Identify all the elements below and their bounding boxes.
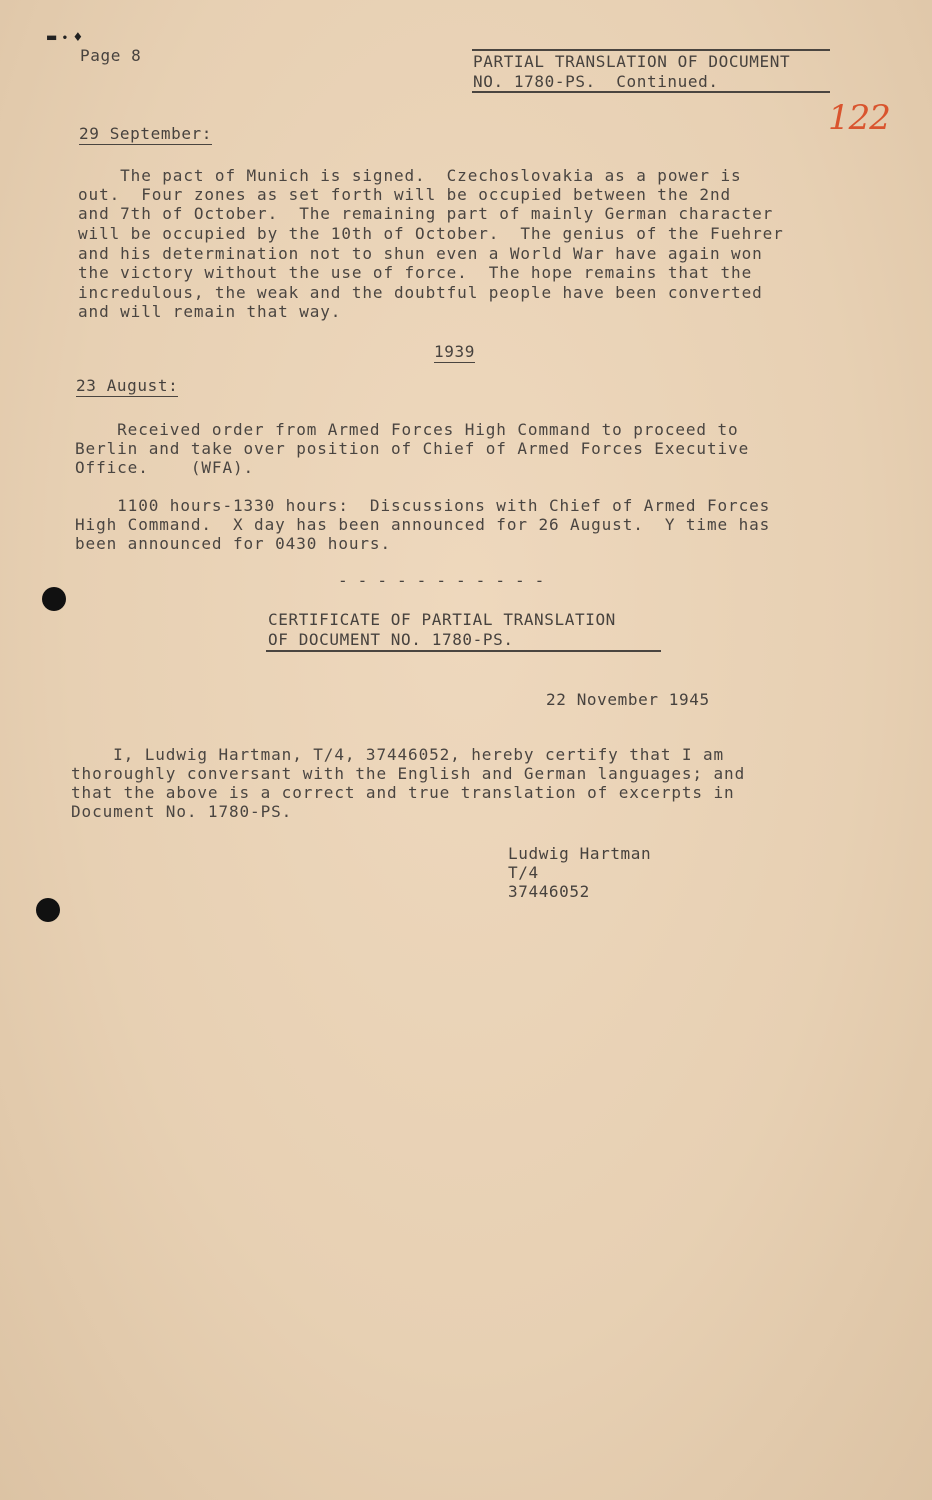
paragraph-line: and will remain that way.	[78, 302, 342, 321]
certificate-line: Document No. 1780-PS.	[71, 802, 293, 821]
certificate-line: thoroughly conversant with the English and German languages; and	[71, 764, 746, 783]
signature-serial: 37446052	[508, 882, 590, 901]
paragraph-line: Received order from Armed Forces High Command to proceed to	[75, 420, 739, 439]
paragraph-line: 1100 hours-1330 hours: Discussions with Chief of Armed Forces	[75, 496, 771, 515]
certificate-date: 22 November 1945	[546, 690, 710, 709]
paragraph-line: Office. (WFA).	[75, 458, 255, 477]
paragraph-line: the victory without the use of force. The hope remains that the	[78, 263, 753, 282]
entry-date-29-september: 29 September:	[79, 124, 213, 143]
title-underline	[472, 49, 830, 51]
certificate-title-line2: OF DOCUMENT NO. 1780-PS.	[268, 630, 514, 649]
punch-hole	[42, 587, 66, 611]
certificate-title-underline	[266, 650, 661, 652]
section-separator: - - - - - - - - - - -	[338, 571, 545, 590]
signature-rank: T/4	[508, 863, 539, 882]
paragraph-line: and 7th of October. The remaining part of mainly German character	[78, 204, 774, 223]
paragraph-line: Berlin and take over position of Chief of Armed Forces Executive	[75, 439, 750, 458]
paragraph-line: been announced for 0430 hours.	[75, 534, 391, 553]
year-heading: 1939	[434, 342, 475, 361]
paragraph-line: and his determination not to shun even a World War have again won	[78, 244, 763, 263]
title-underline-2	[472, 91, 830, 93]
entry-date-23-august: 23 August:	[76, 376, 179, 395]
paragraph-line: incredulous, the weak and the doubtful people have been converted	[78, 283, 763, 302]
document-title-line2: NO. 1780-PS. Continued.	[473, 72, 719, 91]
punch-hole	[36, 898, 60, 922]
stray-mark: ▬ ∙ ♦	[46, 30, 84, 44]
handwritten-page-number: 122	[828, 98, 890, 138]
document-title-line1: PARTIAL TRANSLATION OF DOCUMENT	[473, 52, 791, 71]
signature-name: Ludwig Hartman	[508, 844, 652, 863]
certificate-line: I, Ludwig Hartman, T/4, 37446052, hereby certify that I am	[71, 745, 725, 764]
certificate-line: that the above is a correct and true translation of excerpts in	[71, 783, 735, 802]
paragraph-line: The pact of Munich is signed. Czechoslovakia as a power is	[78, 166, 742, 185]
paragraph-line: High Command. X day has been announced for 26 August. Y time has	[75, 515, 771, 534]
certificate-title-line1: CERTIFICATE OF PARTIAL TRANSLATION	[268, 610, 616, 629]
paragraph-line: out. Four zones as set forth will be occupied between the 2nd	[78, 185, 732, 204]
paragraph-line: will be occupied by the 10th of October. The genius of the Fuehrer	[78, 224, 784, 243]
page-number: Page 8	[80, 46, 142, 65]
